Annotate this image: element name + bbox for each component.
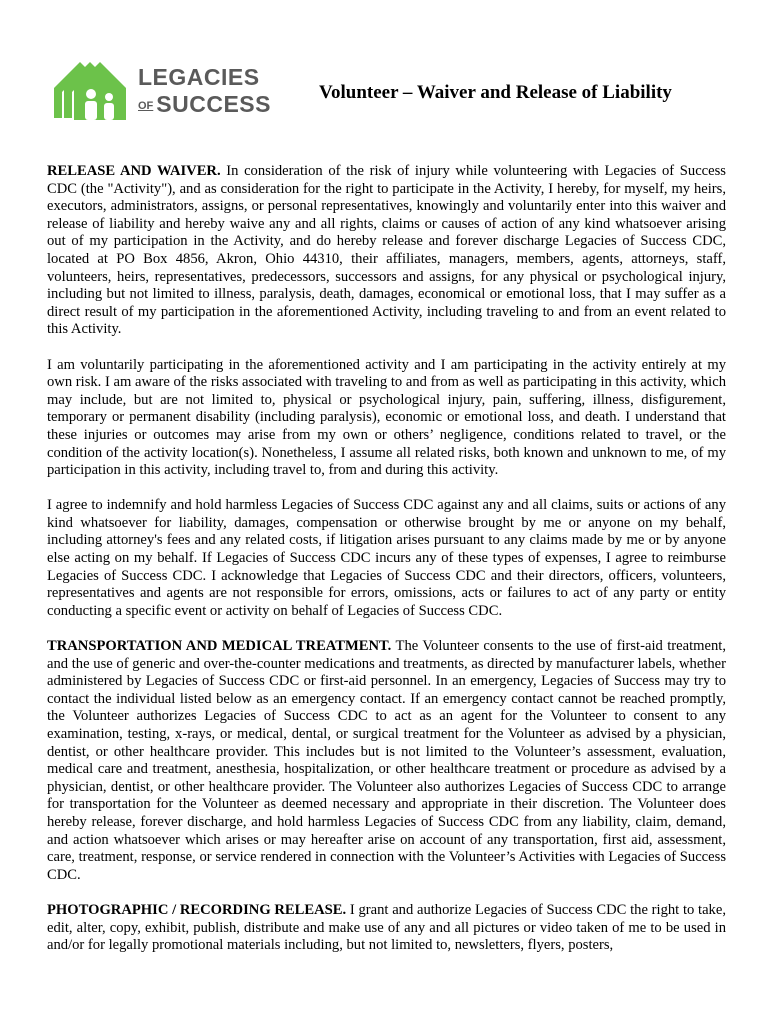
house-family-icon bbox=[54, 56, 130, 122]
indemnification-paragraph bbox=[47, 497, 726, 620]
paragraph-heading: PHOTOGRAPHIC / RECORDING RELEASE. bbox=[47, 901, 347, 918]
logo-text-legacies: LEGACIES bbox=[138, 64, 260, 90]
logo-text-of: OF bbox=[138, 100, 154, 112]
paragraph-text: I agree to indemnify and hold harmless Legacies of Success CDC against any and all claims, suits or actions of any kind whatsoever for liability, damages, compensation or otherwise brought by me or anyone on my behalf, including attorney's fees and any related costs, if litigation arises pursuant to any claims made by me or by anyone else acting on my behalf. If Legacies of Success CDC incurs any of these types of expenses, I agree to reimburse Legacies of Success CDC. I acknowledge that Legacies of Success CDC and their directors, officers, volunteers, representatives and agents are not responsible for errors, omissions, acts or failures to act of any party or entity conducting a specific event or activity on behalf of Legacies of Success CDC. bbox=[47, 497, 726, 619]
paragraph-text: The Volunteer consents to the use of first-aid treatment, and the use of generic and over-the-counter medications and treatments, as directed by manufacturer labels, whether administered by Legacies of Success CDC or first-aid personnel. In an emergency, Legacies of Success may try to contact the individual listed below as an emergency contact. If an emergency contact cannot be reached promptly, the Volunteer authorizes Legacies of Success CDC to act as an agent for the Volunteer to consent to any examination, testing, x-rays, or medical, dental, or surgical treatment for the Volunteer as advised by a physician, dentist, or other healthcare provider. This includes but is not limited to the Volunteer’s assessment, evaluation, medical care and treatment, anesthesia, hospitalization, or other healthcare treatment or procedure as advised by a physician, dentist, or other healthcare provider. The Volunteer also authorizes Legacies of Success CDC to arrange for transportation for the Volunteer as deemed necessary and appropriate in their discretion. The Volunteer does hereby release, forever discharge, and hold harmless Legacies of Success CDC from any liability, claim, demand, and action whatsoever which arises or may hereafter arise on account of any transportation, first aid, assessment, care, treatment, response, or service rendered in connection with the Volunteer’s Activities with Legacies of Success CDC. bbox=[47, 638, 726, 883]
logo-text-line2 bbox=[138, 92, 271, 120]
paragraph-text: I grant and authorize Legacies of Success CDC the right to take, edit, alter, copy, exhibit, publish, distribute and make use of any and all pictures or video taken of me to be used in and/or for legally promotional materials including, but not limited to, newsletters, flyers, posters, bbox=[47, 901, 726, 954]
paragraph-heading: TRANSPORTATION AND MEDICAL TREATMENT. bbox=[47, 638, 392, 655]
photographic-release-paragraph bbox=[47, 902, 726, 955]
document-title: Volunteer – Waiver and Release of Liability bbox=[319, 82, 672, 103]
paragraph-heading: RELEASE AND WAIVER. bbox=[47, 163, 221, 179]
medical-treatment-paragraph bbox=[47, 638, 726, 884]
logo-text-success: SUCCESS bbox=[156, 91, 271, 117]
organization-logo bbox=[54, 56, 274, 122]
waiver-body bbox=[47, 163, 726, 972]
release-waiver-paragraph bbox=[47, 163, 726, 339]
risk-assumption-paragraph bbox=[47, 357, 726, 480]
paragraph-text: I am voluntarily participating in the aforementioned activity and I am participating in the activity entirely at my own risk. I am aware of the risks associated with traveling to and from as well as participating in this activity, which may include, but are not limited to, physical or psychological injury, pain, suffering, illness, disfigurement, temporary or permanent disability (including paralysis), economic or emotional loss, and death. I understand that these injuries or outcomes may arise from my own or others’ negligence, conditions related to travel, or the condition of the activity location(s). Nonetheless, I assume all related risks, both known and unknown to me, of my participation in this activity, including travel to, from and during this activity. bbox=[47, 356, 726, 479]
paragraph-text: In consideration of the risk of injury while volunteering with Legacies of Success CDC (the "Activity"), and as consideration for the right to participate in the Activity, I hereby, for myself, my heirs, executors, administrators, assigns, or personal representatives, knowingly and voluntarily enter into this waiver and release of liability and hereby waive any and all rights, claims or causes of action of any kind whatsoever arising out of my participation in the Activity, and do hereby release and forever discharge Legacies of Success CDC, located at PO Box 4856, Akron, Ohio 44310, their affiliates, managers, members, agents, attorneys, staff, volunteers, heirs, representatives, predecessors, successors and assigns, for any physical or psychological injury, including but not limited to illness, paralysis, death, damages, economical or emotional loss, that I may suffer as a direct result of my participation in the aforementioned Activity, including traveling to and from an event related to this Activity. bbox=[47, 163, 726, 338]
